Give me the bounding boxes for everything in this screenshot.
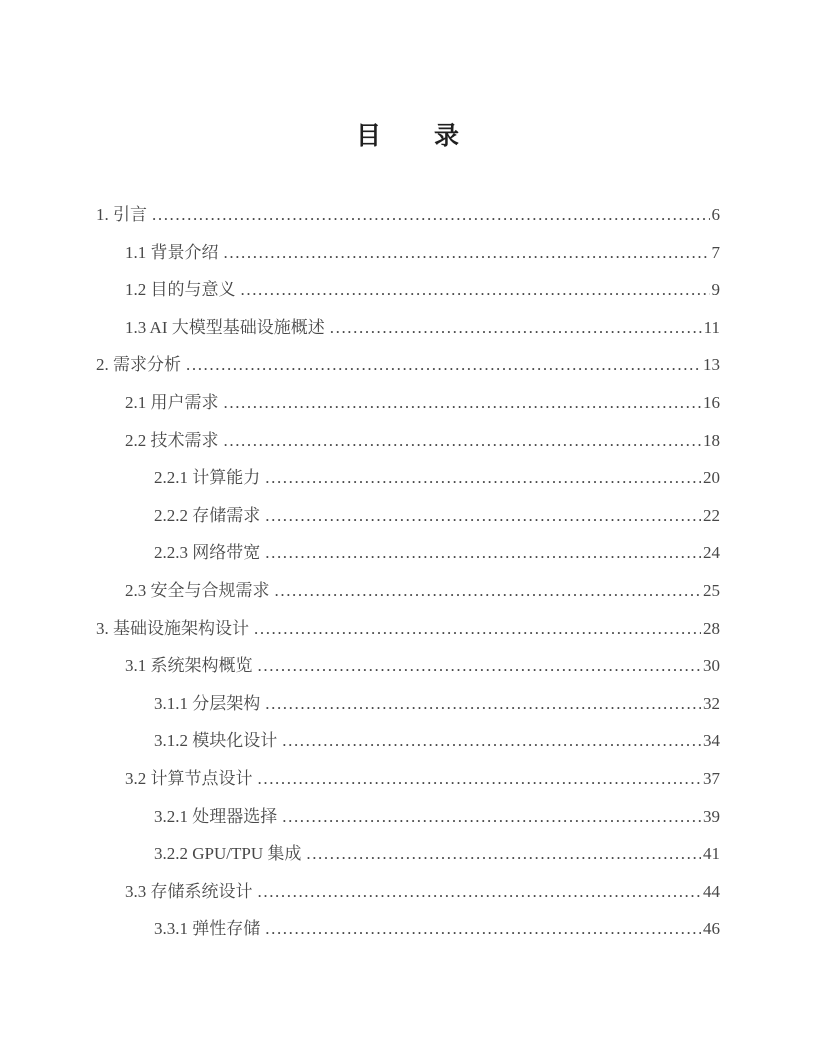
toc-entry[interactable] — [96, 422, 720, 460]
toc-entry-label: 3. 基础设施架构设计 — [96, 618, 249, 638]
toc-page-number: 34 — [703, 731, 720, 751]
toc-leader-dots — [282, 798, 701, 836]
toc-entry[interactable] — [96, 647, 720, 685]
toc-entry-label: 3.1 系统架构概览 — [125, 656, 253, 676]
toc-leader-dots — [258, 760, 702, 798]
toc-entry[interactable] — [96, 384, 720, 422]
toc-leader-dots — [330, 309, 702, 347]
toc-page-number: 18 — [703, 430, 720, 450]
toc-entry[interactable] — [96, 346, 720, 384]
toc-entry-label: 2. 需求分析 — [96, 355, 181, 375]
toc-page-number: 32 — [703, 693, 720, 713]
toc-leader-dots — [186, 346, 701, 384]
toc-entry-label: 1. 引言 — [96, 205, 147, 224]
toc-leader-dots — [224, 422, 702, 460]
toc-page-number: 20 — [703, 468, 720, 488]
toc-entry-label: 3.3 存储系统设计 — [125, 881, 253, 901]
toc-entry-label: 2.2.3 网络带宽 — [154, 543, 261, 563]
toc-entry-label: 2.2.1 计算能力 — [154, 468, 261, 488]
toc-page-number: 13 — [703, 355, 720, 375]
toc-page-number: 11 — [703, 317, 720, 337]
toc-page-number: 9 — [711, 280, 720, 300]
toc-entry[interactable] — [96, 873, 720, 911]
toc-entry[interactable] — [96, 760, 720, 798]
toc-page-number: 22 — [703, 505, 720, 525]
toc-leader-dots — [241, 271, 710, 309]
toc-entry[interactable] — [96, 271, 720, 309]
toc-entry-label: 1.2 目的与意义 — [125, 280, 236, 300]
table-of-contents — [96, 196, 720, 948]
toc-entry[interactable] — [96, 196, 720, 234]
toc-leader-dots — [265, 534, 701, 572]
toc-entry[interactable] — [96, 910, 720, 948]
toc-page-number: 30 — [703, 656, 720, 676]
toc-leader-dots — [282, 722, 701, 760]
toc-entry[interactable] — [96, 572, 720, 610]
toc-entry-label: 3.2.2 GPU/TPU 集成 — [154, 844, 302, 864]
toc-page-number: 24 — [703, 543, 720, 563]
toc-entry-label: 3.3.1 弹性存储 — [154, 919, 261, 939]
page-title: 目 录 — [355, 123, 460, 150]
toc-leader-dots — [254, 610, 701, 648]
toc-entry[interactable] — [96, 610, 720, 648]
toc-leader-dots — [265, 910, 701, 948]
toc-entry[interactable] — [96, 309, 720, 347]
toc-page-number: 25 — [703, 580, 720, 600]
toc-leader-dots — [224, 234, 710, 272]
toc-entry-label: 1.1 背景介绍 — [125, 242, 219, 262]
toc-entry[interactable] — [96, 497, 720, 535]
toc-leader-dots — [224, 384, 702, 422]
toc-entry[interactable] — [96, 722, 720, 760]
toc-page-number: 7 — [711, 242, 720, 262]
toc-leader-dots — [265, 685, 701, 723]
toc-entry-label: 3.2.1 处理器选择 — [154, 806, 278, 826]
toc-page-number: 6 — [711, 205, 720, 224]
toc-leader-dots — [265, 497, 701, 535]
toc-page-number: 37 — [703, 768, 720, 788]
toc-entry-label: 2.1 用户需求 — [125, 392, 219, 412]
toc-entry-label: 2.2.2 存储需求 — [154, 505, 261, 525]
toc-entry-label: 3.2 计算节点设计 — [125, 768, 253, 788]
toc-page-number: 28 — [703, 618, 720, 638]
toc-entry[interactable] — [96, 685, 720, 723]
toc-entry-label: 2.3 安全与合规需求 — [125, 580, 270, 600]
toc-leader-dots — [275, 572, 702, 610]
toc-entry-label: 1.3 AI 大模型基础设施概述 — [125, 317, 325, 337]
toc-entry[interactable] — [96, 459, 720, 497]
toc-page-number: 16 — [703, 392, 720, 412]
toc-leader-dots — [265, 459, 701, 497]
toc-entry-label: 3.1.2 模块化设计 — [154, 731, 278, 751]
toc-leader-dots — [152, 196, 710, 234]
toc-entry-label: 2.2 技术需求 — [125, 430, 219, 450]
toc-leader-dots — [306, 835, 701, 873]
toc-page-number: 39 — [703, 806, 720, 826]
toc-entry[interactable] — [96, 234, 720, 272]
toc-entry[interactable] — [96, 798, 720, 836]
toc-page-number: 41 — [703, 844, 720, 864]
toc-page-number: 46 — [703, 919, 720, 939]
toc-leader-dots — [258, 647, 702, 685]
toc-leader-dots — [258, 873, 702, 911]
toc-entry-label: 3.1.1 分层架构 — [154, 693, 261, 713]
toc-entry[interactable] — [96, 534, 720, 572]
toc-entry[interactable] — [96, 835, 720, 873]
toc-page-number: 44 — [703, 881, 720, 901]
